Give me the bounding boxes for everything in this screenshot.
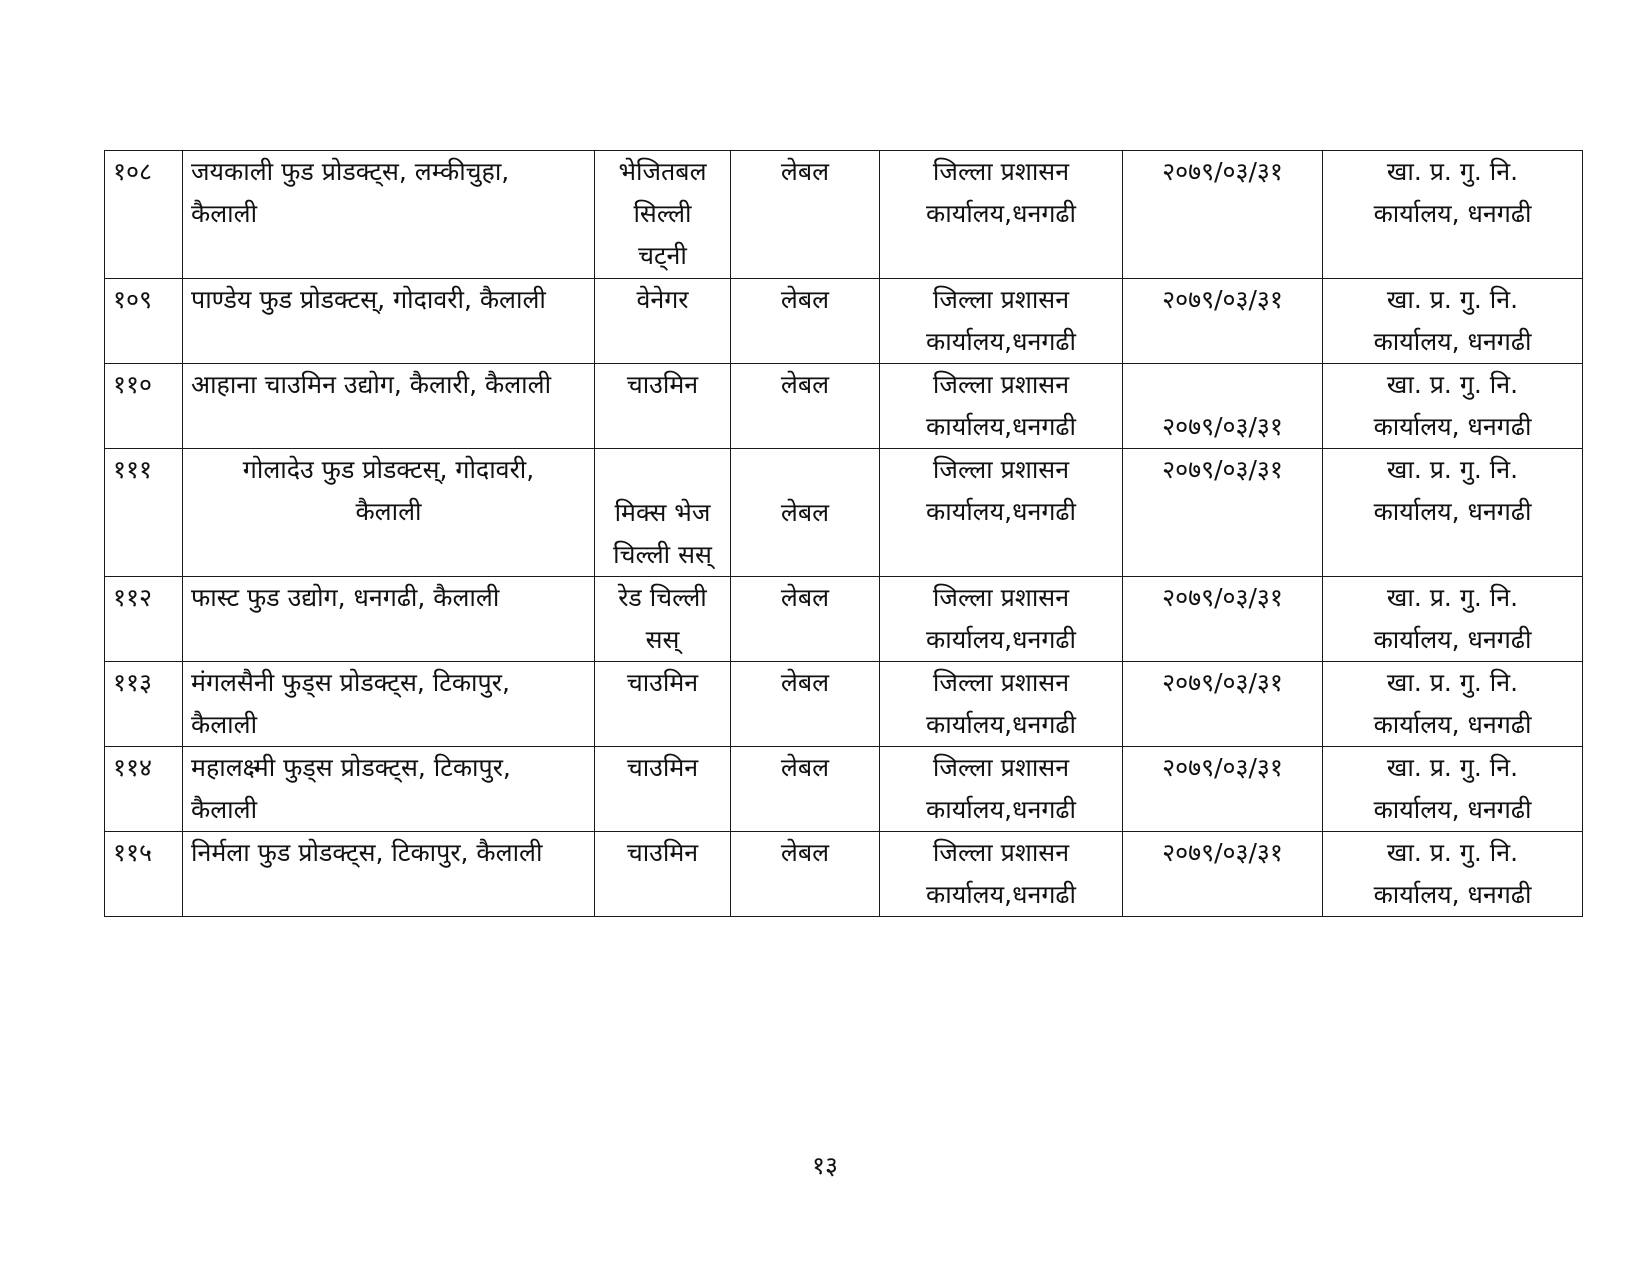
regulator-cell: खा. प्र. गु. नि. कार्यालय, धनगढी: [1323, 364, 1583, 449]
type-cell: लेबल: [731, 747, 880, 832]
product-cell: चाउमिन: [595, 662, 731, 747]
product-cell: वेनेगर: [595, 279, 731, 364]
table-row: [105, 364, 1583, 449]
product-cell: चाउमिन: [595, 832, 731, 917]
table-row: [105, 832, 1583, 917]
table-row: [105, 449, 1583, 577]
serial-number-cell: ११०: [105, 364, 183, 449]
date-cell: २०७९/०३/३१: [1123, 449, 1323, 577]
serial-number-cell: ११४: [105, 747, 183, 832]
type-cell: लेबल: [731, 577, 880, 662]
type-cell: लेबल: [731, 151, 880, 279]
regulator-cell: खा. प्र. गु. नि. कार्यालय, धनगढी: [1323, 279, 1583, 364]
office-cell: जिल्ला प्रशासन कार्यालय,धनगढी: [880, 832, 1123, 917]
company-name-cell: निर्मला फुड प्रोडक्ट्स, टिकापुर, कैलाली: [183, 832, 595, 917]
type-cell: लेबल: [731, 662, 880, 747]
registration-table: [104, 150, 1583, 917]
type-cell: लेबल: [731, 832, 880, 917]
office-cell: जिल्ला प्रशासन कार्यालय,धनगढी: [880, 577, 1123, 662]
office-cell: जिल्ला प्रशासन कार्यालय,धनगढी: [880, 449, 1123, 577]
date-cell: २०७९/०३/३१: [1123, 279, 1323, 364]
regulator-cell: खा. प्र. गु. नि. कार्यालय, धनगढी: [1323, 662, 1583, 747]
regulator-cell: खा. प्र. गु. नि. कार्यालय, धनगढी: [1323, 449, 1583, 577]
table-row: [105, 151, 1583, 279]
office-cell: जिल्ला प्रशासन कार्यालय,धनगढी: [880, 279, 1123, 364]
date-cell: २०७९/०३/३१: [1123, 151, 1323, 279]
office-cell: जिल्ला प्रशासन कार्यालय,धनगढी: [880, 662, 1123, 747]
company-name-cell: फास्ट फुड उद्योग, धनगढी, कैलाली: [183, 577, 595, 662]
company-name-cell: मंगलसैनी फुड्स प्रोडक्ट्स, टिकापुर, कैलाली: [183, 662, 595, 747]
page-number: १३: [811, 1151, 838, 1180]
table-row: [105, 662, 1583, 747]
product-cell: भेजितबल सिल्ली चट्नी: [595, 151, 731, 279]
company-name-cell: पाण्डेय फुड प्रोडक्टस्, गोदावरी, कैलाली: [183, 279, 595, 364]
table-row: [105, 747, 1583, 832]
date-cell: २०७९/०३/३१: [1123, 364, 1323, 449]
regulator-cell: खा. प्र. गु. नि. कार्यालय, धनगढी: [1323, 151, 1583, 279]
table-row: [105, 577, 1583, 662]
type-cell: लेबल: [731, 279, 880, 364]
company-name-cell: महालक्ष्मी फुड्स प्रोडक्ट्स, टिकापुर, कैलाली: [183, 747, 595, 832]
regulator-cell: खा. प्र. गु. नि. कार्यालय, धनगढी: [1323, 832, 1583, 917]
regulator-cell: खा. प्र. गु. नि. कार्यालय, धनगढी: [1323, 747, 1583, 832]
company-name-cell: जयकाली फुड प्रोडक्ट्स, लम्कीचुहा, कैलाली: [183, 151, 595, 279]
company-name-cell: आहाना चाउमिन उद्योग, कैलारी, कैलाली: [183, 364, 595, 449]
product-cell: चाउमिन: [595, 364, 731, 449]
company-name-cell: गोलादेउ फुड प्रोडक्टस्, गोदावरी, कैलाली: [183, 449, 595, 577]
office-cell: जिल्ला प्रशासन कार्यालय,धनगढी: [880, 364, 1123, 449]
serial-number-cell: १०८: [105, 151, 183, 279]
serial-number-cell: ११५: [105, 832, 183, 917]
regulator-cell: खा. प्र. गु. नि. कार्यालय, धनगढी: [1323, 577, 1583, 662]
office-cell: जिल्ला प्रशासन कार्यालय,धनगढी: [880, 151, 1123, 279]
serial-number-cell: ११२: [105, 577, 183, 662]
serial-number-cell: १०९: [105, 279, 183, 364]
serial-number-cell: ११३: [105, 662, 183, 747]
type-cell: लेबल: [731, 449, 880, 577]
date-cell: २०७९/०३/३१: [1123, 832, 1323, 917]
type-cell: लेबल: [731, 364, 880, 449]
product-cell: मिक्स भेज चिल्ली सस्: [595, 449, 731, 577]
serial-number-cell: १११: [105, 449, 183, 577]
table-row: [105, 279, 1583, 364]
product-cell: रेड चिल्ली सस्: [595, 577, 731, 662]
date-cell: २०७९/०३/३१: [1123, 747, 1323, 832]
date-cell: २०७९/०३/३१: [1123, 662, 1323, 747]
office-cell: जिल्ला प्रशासन कार्यालय,धनगढी: [880, 747, 1123, 832]
product-cell: चाउमिन: [595, 747, 731, 832]
date-cell: २०७९/०३/३१: [1123, 577, 1323, 662]
